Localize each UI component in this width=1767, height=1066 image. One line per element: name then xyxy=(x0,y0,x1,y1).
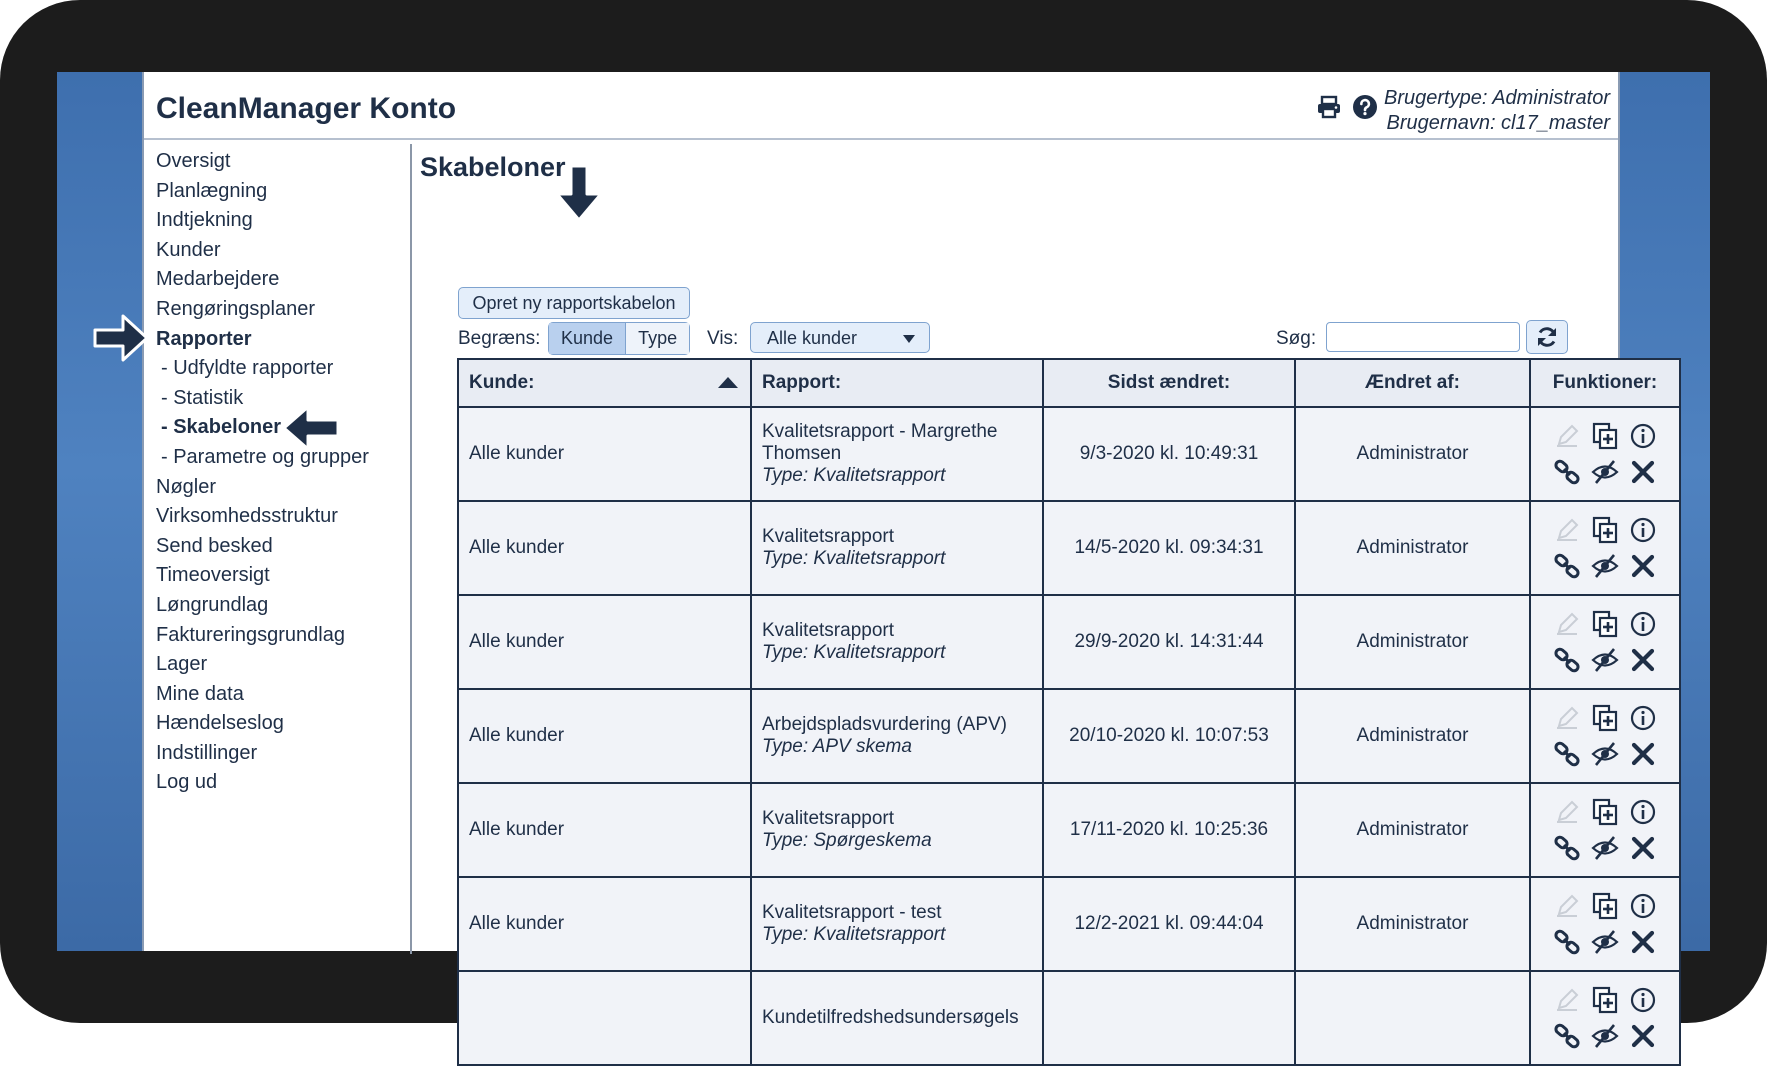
nav-item-rapporter[interactable]: Rapporter xyxy=(156,327,252,350)
table-row[interactable] xyxy=(458,877,1680,971)
chevron-down-icon xyxy=(903,335,915,343)
cell-kunde: Alle kunder xyxy=(458,783,751,877)
copy-icon[interactable] xyxy=(1591,986,1619,1014)
report-type: Type: APV skema xyxy=(762,736,912,757)
sidebar-divider xyxy=(410,144,412,954)
link-icon[interactable] xyxy=(1553,834,1581,862)
filter-toggle xyxy=(548,322,690,355)
nav-item-mine-data[interactable]: Mine data xyxy=(156,682,244,705)
info-icon[interactable] xyxy=(1629,892,1657,920)
copy-icon[interactable] xyxy=(1591,798,1619,826)
table-row[interactable] xyxy=(458,971,1680,1065)
info-icon[interactable] xyxy=(1629,704,1657,732)
copy-icon[interactable] xyxy=(1591,610,1619,638)
nav-item-parametre-og-grupper[interactable]: - Parametre og grupper xyxy=(161,445,369,468)
delete-icon[interactable] xyxy=(1629,740,1657,768)
hide-icon[interactable] xyxy=(1591,740,1619,768)
nav-item-indstillinger[interactable]: Indstillinger xyxy=(156,741,258,764)
cell-funktioner xyxy=(1530,407,1680,501)
info-icon[interactable] xyxy=(1629,986,1657,1014)
app-header xyxy=(144,72,1618,140)
cell-kunde: Alle kunder xyxy=(458,501,751,595)
sidebar-nav xyxy=(156,147,406,798)
copy-icon[interactable] xyxy=(1591,516,1619,544)
annotation-arrow-left-icon xyxy=(280,403,342,453)
link-icon[interactable] xyxy=(1553,1022,1581,1050)
view-select-value: Alle kunder xyxy=(767,328,858,348)
nav-item-send-besked[interactable]: Send besked xyxy=(156,534,273,557)
col-header-aendret-af[interactable]: Ændret af: xyxy=(1295,359,1530,407)
cell-aendret-af: Administrator xyxy=(1295,501,1530,595)
nav-item-faktureringsgrundlag[interactable]: Faktureringsgrundlag xyxy=(156,623,345,646)
delete-icon[interactable] xyxy=(1629,458,1657,486)
report-name[interactable]: Kvalitetsrapport xyxy=(762,620,895,641)
nav-item-kunder[interactable]: Kunder xyxy=(156,238,221,261)
nav-item-haendelseslog[interactable]: Hændelseslog xyxy=(156,712,284,735)
table-header-row xyxy=(458,359,1680,407)
app-title: CleanManager Konto xyxy=(156,92,457,125)
copy-icon[interactable] xyxy=(1591,422,1619,450)
annotation-arrow-down-icon xyxy=(553,162,605,224)
table-row[interactable] xyxy=(458,501,1680,595)
cell-kunde: Alle kunder xyxy=(458,407,751,501)
cell-sidst-aendret xyxy=(1043,971,1295,1065)
browser-window xyxy=(142,72,1658,1028)
cell-aendret-af: Administrator xyxy=(1295,689,1530,783)
nav-item-indtjekning[interactable]: Indtjekning xyxy=(156,209,253,232)
copy-icon[interactable] xyxy=(1591,892,1619,920)
row-actions xyxy=(1541,610,1669,674)
edit-icon[interactable] xyxy=(1553,986,1581,1014)
user-info xyxy=(1384,86,1610,136)
nav-item-lager[interactable]: Lager xyxy=(156,653,208,676)
edit-icon[interactable] xyxy=(1553,610,1581,638)
cell-sidst-aendret: 20/10-2020 kl. 10:07:53 xyxy=(1043,689,1295,783)
cell-rapport xyxy=(751,595,1043,689)
cell-sidst-aendret: 9/3-2020 kl. 10:49:31 xyxy=(1043,407,1295,501)
edit-icon[interactable] xyxy=(1553,704,1581,732)
link-icon[interactable] xyxy=(1553,740,1581,768)
filter-option-kunde[interactable]: Kunde xyxy=(549,323,626,354)
nav-item-planlaegning[interactable]: Planlægning xyxy=(156,179,268,202)
report-name[interactable]: Kvalitetsrapport xyxy=(762,808,895,829)
cell-funktioner xyxy=(1530,595,1680,689)
cell-kunde: Alle kunder xyxy=(458,877,751,971)
report-name[interactable]: Kundetilfredshedsundersøgels xyxy=(762,1007,1019,1028)
report-name[interactable]: Kvalitetsrapport - test xyxy=(762,902,942,923)
hide-icon[interactable] xyxy=(1591,646,1619,674)
user-name: Brugernavn: cl17_master xyxy=(1386,112,1610,134)
page-title: Skabeloner xyxy=(420,152,566,182)
cell-rapport xyxy=(751,783,1043,877)
edit-icon[interactable] xyxy=(1553,516,1581,544)
info-icon[interactable] xyxy=(1629,422,1657,450)
cell-rapport xyxy=(751,877,1043,971)
cell-kunde xyxy=(458,971,751,1065)
row-actions xyxy=(1541,422,1669,486)
nav-item-loengrundlag[interactable]: Løngrundlag xyxy=(156,593,269,616)
col-header-rapport[interactable]: Rapport: xyxy=(751,359,1043,407)
help-icon[interactable] xyxy=(1352,94,1378,120)
cell-funktioner xyxy=(1530,689,1680,783)
row-actions xyxy=(1541,798,1669,862)
info-icon[interactable] xyxy=(1629,798,1657,826)
nav-item-statistik[interactable]: - Statistik xyxy=(161,386,244,409)
hide-icon[interactable] xyxy=(1591,458,1619,486)
nav-item-log-ud[interactable]: Log ud xyxy=(156,771,218,794)
table-row[interactable] xyxy=(458,407,1680,501)
cell-aendret-af xyxy=(1295,971,1530,1065)
col-header-sidst-aendret[interactable]: Sidst ændret: xyxy=(1043,359,1295,407)
hide-icon[interactable] xyxy=(1591,552,1619,580)
table-row[interactable] xyxy=(458,783,1680,877)
report-type: Type: Kvalitetsrapport xyxy=(762,642,946,663)
col-header-funktioner: Funktioner: xyxy=(1530,359,1680,407)
search-input[interactable] xyxy=(1326,322,1520,352)
cell-kunde: Alle kunder xyxy=(458,689,751,783)
view-label: Vis: xyxy=(707,328,739,349)
nav-item-rengoeringsplaner[interactable]: Rengøringsplaner xyxy=(156,297,315,320)
cell-funktioner xyxy=(1530,783,1680,877)
hide-icon[interactable] xyxy=(1591,1022,1619,1050)
delete-icon[interactable] xyxy=(1629,834,1657,862)
row-actions xyxy=(1541,892,1669,956)
delete-icon[interactable] xyxy=(1629,928,1657,956)
link-icon[interactable] xyxy=(1553,646,1581,674)
link-icon[interactable] xyxy=(1553,552,1581,580)
report-type: Type: Spørgeskema xyxy=(762,830,932,851)
filter-label: Begræns: xyxy=(458,328,541,349)
sort-asc-icon xyxy=(718,377,738,388)
edit-icon[interactable] xyxy=(1553,422,1581,450)
cell-rapport xyxy=(751,689,1043,783)
print-icon[interactable] xyxy=(1316,94,1342,120)
row-actions xyxy=(1541,516,1669,580)
nav-item-noegler[interactable]: Nøgler xyxy=(156,475,217,498)
edit-icon[interactable] xyxy=(1553,798,1581,826)
delete-icon[interactable] xyxy=(1629,552,1657,580)
search-label: Søg: xyxy=(1276,328,1317,349)
new-template-button[interactable]: Opret ny rapportskabelon xyxy=(458,287,690,319)
copy-icon[interactable] xyxy=(1591,704,1619,732)
row-actions xyxy=(1541,986,1669,1050)
link-icon[interactable] xyxy=(1553,928,1581,956)
col-header-kunde-label: Kunde: xyxy=(469,372,535,393)
hide-icon[interactable] xyxy=(1591,834,1619,862)
link-icon[interactable] xyxy=(1553,458,1581,486)
cell-aendret-af: Administrator xyxy=(1295,783,1530,877)
report-name[interactable]: Kvalitetsrapport xyxy=(762,526,895,547)
refresh-button[interactable] xyxy=(1526,320,1568,354)
cell-rapport xyxy=(751,407,1043,501)
user-type: Brugertype: Administrator xyxy=(1383,87,1610,109)
annotation-arrow-right-icon xyxy=(93,312,151,364)
refresh-icon xyxy=(1535,325,1559,349)
filter-bar xyxy=(458,322,1568,356)
col-header-kunde[interactable] xyxy=(458,359,751,407)
cell-rapport xyxy=(751,501,1043,595)
cell-rapport xyxy=(751,971,1043,1065)
cell-sidst-aendret: 29/9-2020 kl. 14:31:44 xyxy=(1043,595,1295,689)
delete-icon[interactable] xyxy=(1629,646,1657,674)
nav-item-udfyldte-rapporter[interactable]: - Udfyldte rapporter xyxy=(161,357,334,380)
table-row[interactable] xyxy=(458,689,1680,783)
info-icon[interactable] xyxy=(1629,516,1657,544)
view-select[interactable] xyxy=(750,322,930,353)
delete-icon[interactable] xyxy=(1629,1022,1657,1050)
nav-item-virksomhedsstruktur[interactable]: Virksomhedsstruktur xyxy=(156,505,338,528)
templates-table xyxy=(457,358,1681,1066)
nav-item-medarbejdere[interactable]: Medarbejdere xyxy=(156,268,280,291)
report-name[interactable]: Kvalitetsrapport - Margrethe Thomsen xyxy=(762,421,998,464)
row-actions xyxy=(1541,704,1669,768)
cell-kunde: Alle kunder xyxy=(458,595,751,689)
filter-option-type[interactable]: Type xyxy=(626,323,689,354)
hide-icon[interactable] xyxy=(1591,928,1619,956)
report-type: Type: Kvalitetsrapport xyxy=(762,924,946,945)
nav-item-skabeloner[interactable]: - Skabeloner xyxy=(161,416,282,439)
cell-funktioner xyxy=(1530,971,1680,1065)
nav-item-timeoversigt[interactable]: Timeoversigt xyxy=(156,564,270,587)
cell-aendret-af: Administrator xyxy=(1295,877,1530,971)
report-type: Type: Kvalitetsrapport xyxy=(762,548,946,569)
cell-sidst-aendret: 12/2-2021 kl. 09:44:04 xyxy=(1043,877,1295,971)
cell-aendret-af: Administrator xyxy=(1295,595,1530,689)
nav-item-oversigt[interactable]: Oversigt xyxy=(156,150,231,172)
edit-icon[interactable] xyxy=(1553,892,1581,920)
cell-aendret-af: Administrator xyxy=(1295,407,1530,501)
info-icon[interactable] xyxy=(1629,610,1657,638)
table-row[interactable] xyxy=(458,595,1680,689)
cell-sidst-aendret: 14/5-2020 kl. 09:34:31 xyxy=(1043,501,1295,595)
report-name[interactable]: Arbejdspladsvurdering (APV) xyxy=(762,714,1008,735)
cell-sidst-aendret: 17/11-2020 kl. 10:25:36 xyxy=(1043,783,1295,877)
cell-funktioner xyxy=(1530,877,1680,971)
report-type: Type: Kvalitetsrapport xyxy=(762,465,946,486)
cell-funktioner xyxy=(1530,501,1680,595)
